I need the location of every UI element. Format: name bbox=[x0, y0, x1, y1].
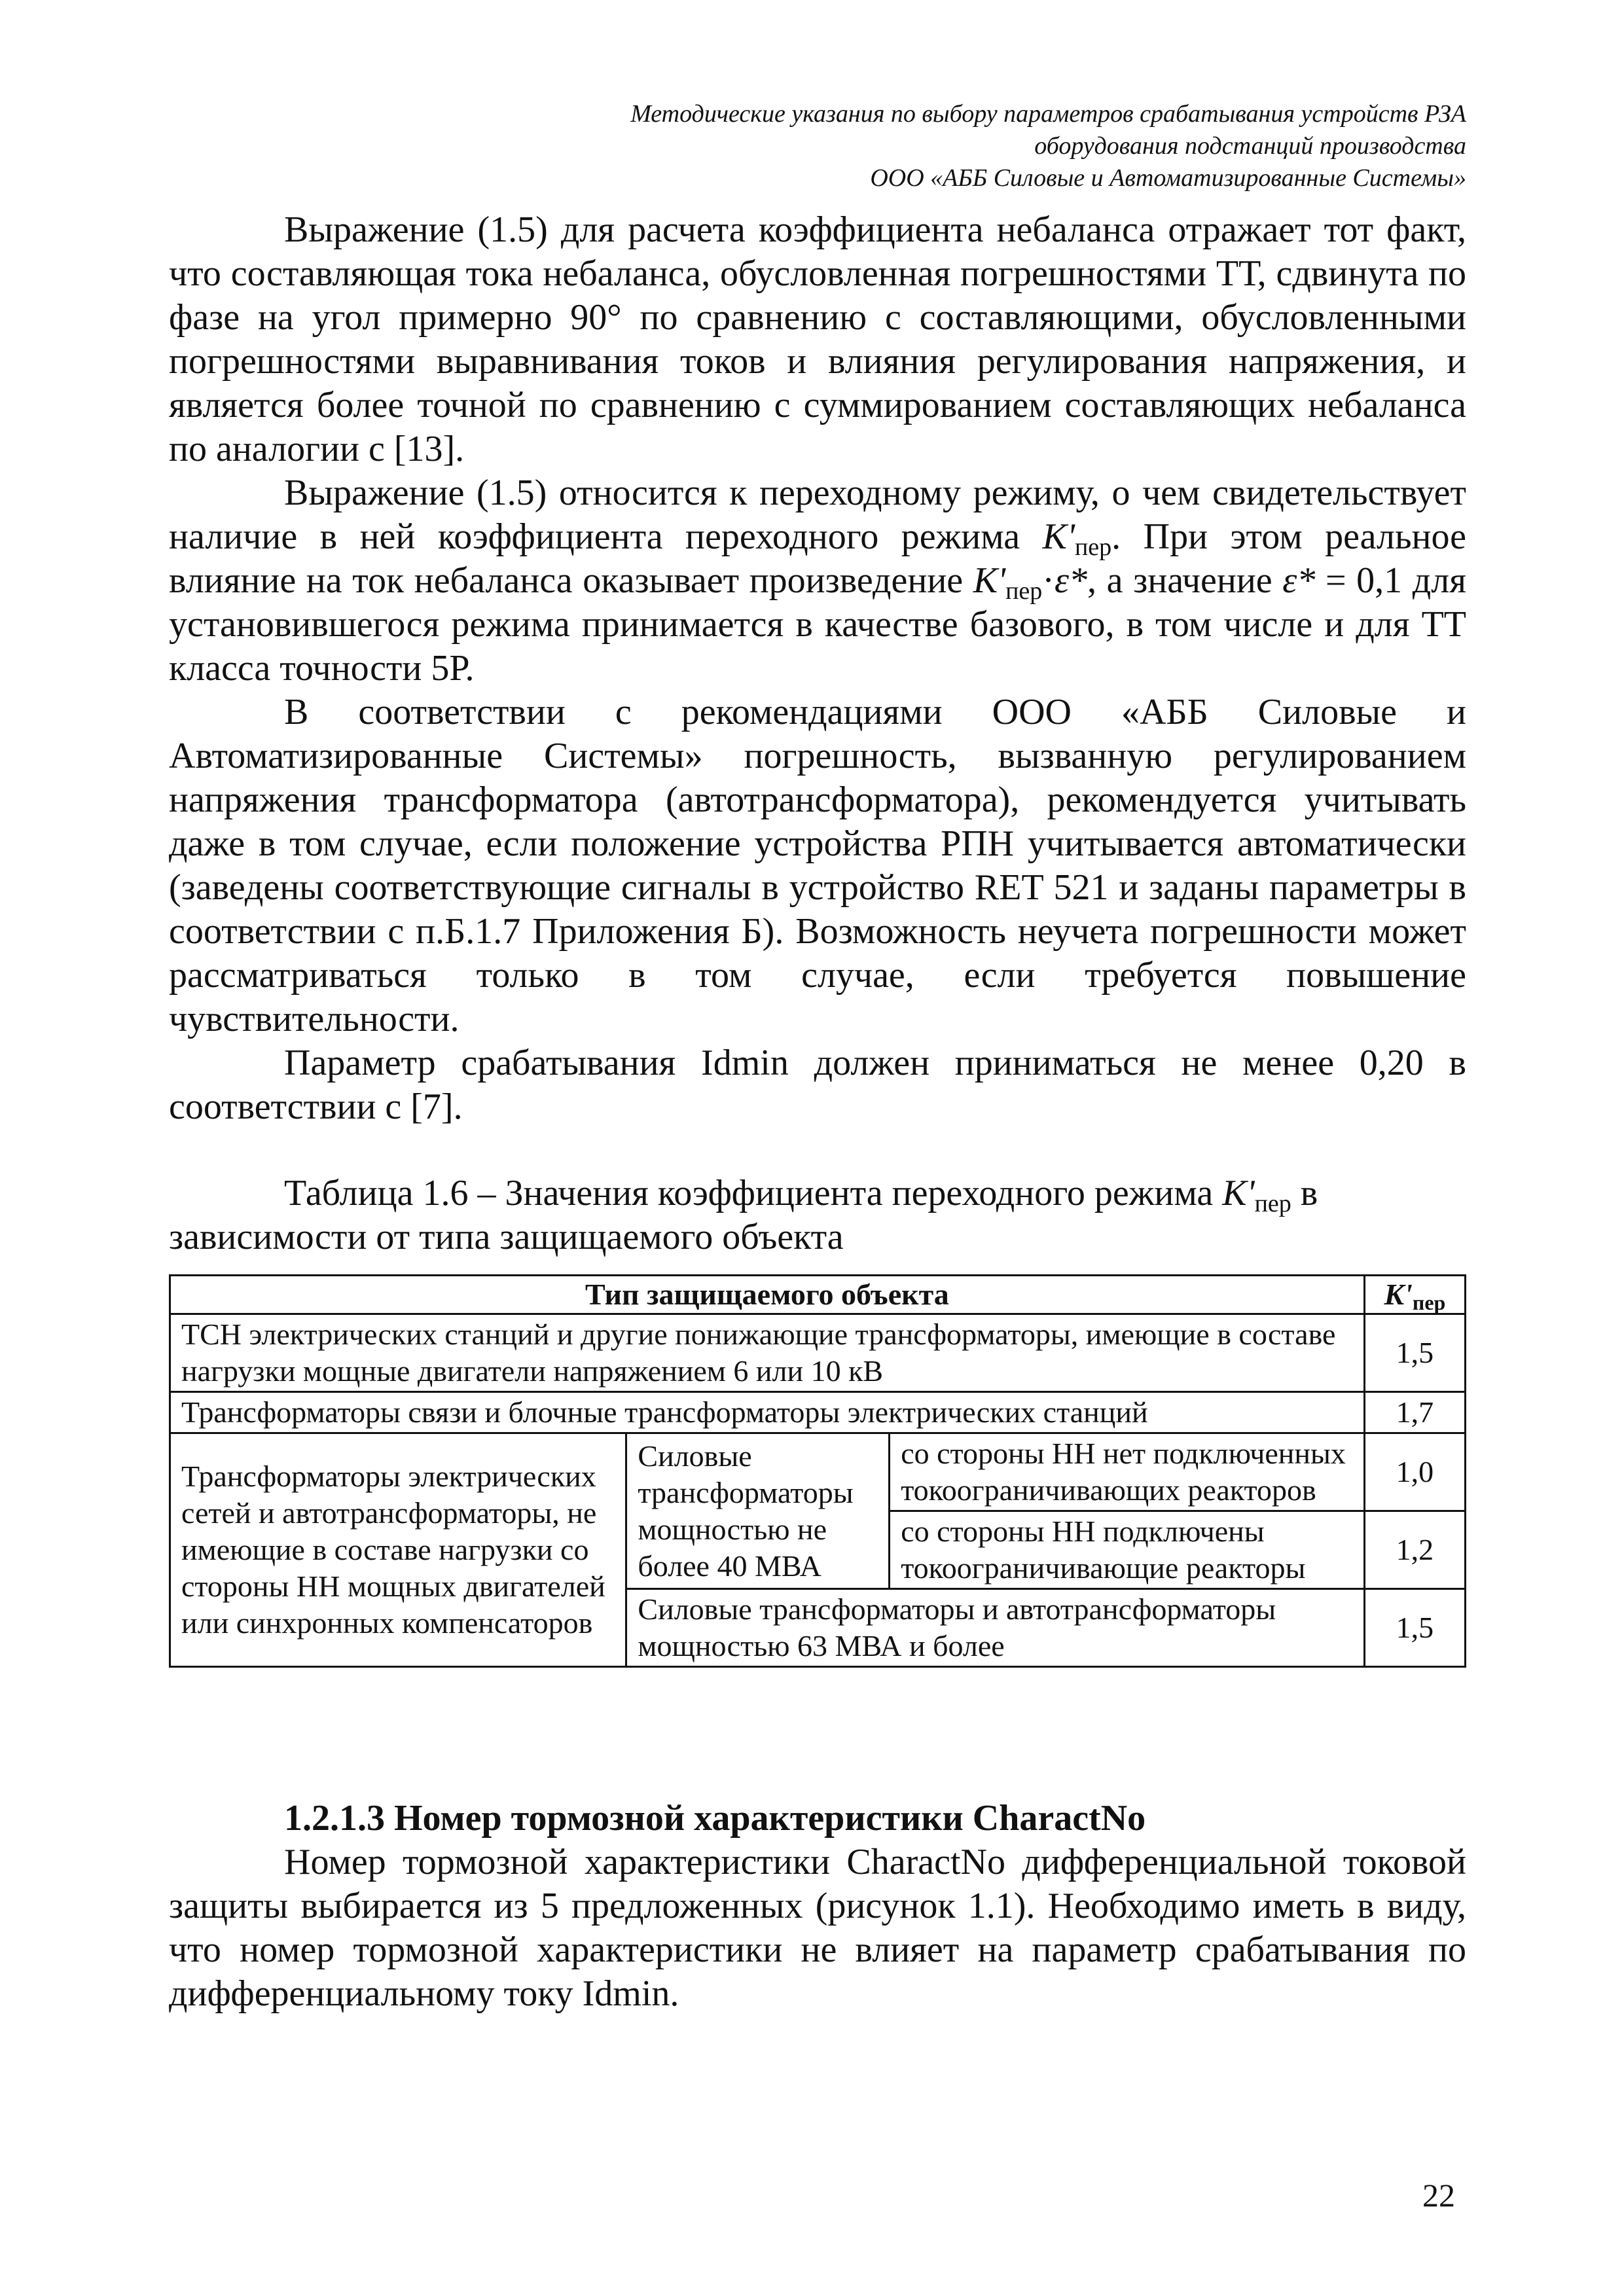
coefficient-table bbox=[169, 1274, 1466, 1668]
section-heading: 1.2.1.3 Номер тормозной характеристики CharactNo bbox=[284, 1798, 1146, 1839]
row-2-value: 1,7 bbox=[1364, 1392, 1465, 1433]
dot-operator: · bbox=[1042, 560, 1055, 601]
k-subscript: пер bbox=[1412, 1291, 1446, 1314]
caption-text-a: Таблица 1.6 – Значения коэффициента переходного режима bbox=[284, 1173, 1223, 1213]
paragraph-2 bbox=[169, 471, 1466, 691]
table-caption bbox=[169, 1172, 1466, 1259]
group-mid-cell: Силовые трансформаторы мощностью не более 40 МВА bbox=[626, 1433, 890, 1589]
paragraph-2-text-d: = 0,1 для установившегося режима принимается в качестве базового, в том числе и для ТТ класса точности 5Р. bbox=[169, 560, 1466, 689]
paragraph-4: Параметр срабатывания Idmin должен приниматься не менее 0,20 в соответствии с [7]. bbox=[169, 1043, 1466, 1127]
epsilon-symbol: ε* bbox=[1054, 560, 1088, 601]
table-row bbox=[170, 1433, 1466, 1511]
table-row bbox=[170, 1392, 1466, 1433]
table-header-row bbox=[170, 1276, 1466, 1314]
k-symbol: K' bbox=[1042, 516, 1075, 557]
k-symbol: K' bbox=[1222, 1173, 1255, 1213]
caption-line-2: зависимости от типа защищаемого объекта bbox=[169, 1217, 844, 1257]
sub-row-2-value: 1,2 bbox=[1364, 1511, 1465, 1589]
column-header-type: Тип защищаемого объекта bbox=[170, 1276, 1365, 1314]
running-header bbox=[458, 98, 1466, 194]
section-1-2-1-3 bbox=[169, 1797, 1466, 2016]
k-subscript: пер bbox=[1005, 577, 1043, 605]
sub-row-3-value: 1,5 bbox=[1364, 1589, 1465, 1667]
header-line-2: оборудования подстанций производства bbox=[1034, 132, 1466, 160]
k-symbol: K' bbox=[973, 560, 1006, 601]
sub-row-2-type: со стороны НН подключены токоограничивающие реакторы bbox=[890, 1511, 1365, 1589]
body-text bbox=[169, 208, 1466, 1129]
row-1-type: ТСН электрических станций и другие понижающие трансформаторы, имеющие в составе нагрузки мощные двигатели напряжением 6 или 10 кВ bbox=[170, 1314, 1365, 1392]
paragraph-2-text-a: Выражение (1.5) относится к переходному режиму, о чем свидетельствует наличие в ней коэффициента переходного режима bbox=[169, 473, 1466, 557]
paragraph-2-text-b: . При этом реальное влияние на ток небаланса оказывает произведение bbox=[169, 516, 1466, 601]
table-row bbox=[170, 1314, 1466, 1392]
caption-text-b: в bbox=[1291, 1173, 1318, 1213]
paragraph-1: Выражение (1.5) для расчета коэффициента небаланса отражает тот факт, что составляющая тока небаланса, обусловленная погрешностями ТТ, сдвинута по фазе на угол примерно 90° по сравнению с составляющими, обусловленными погрешностями выравнивания токов и влияния регулирования напряжения, и является более точной по сравнению с суммированием составляющих небаланса по аналогии с [13]. bbox=[169, 209, 1466, 469]
row-2-type: Трансформаторы связи и блочные трансформаторы электрических станций bbox=[170, 1392, 1365, 1433]
paragraph-3: В соответствии с рекомендациями ООО «АББ Силовые и Автоматизированные Системы» погрешность, вызванную регулированием напряжения трансформатора (автотрансформатора), рекомендуется учитывать даже в том случае, если положение устройства РПН учитывается автоматически (заведены соответствующие сигналы в устройство RET 521 и заданы параметры в соответствии с п.Б.1.7 Приложения Б). Возможность неучета погрешности может рассматриваться только в том случае, если требуется повышение чувствительности. bbox=[169, 692, 1466, 1039]
page-number: 22 bbox=[1422, 2177, 1455, 2214]
k-subscript: пер bbox=[1074, 533, 1112, 561]
sub-row-1-type: со стороны НН нет подключенных токоограничивающих реакторов bbox=[890, 1433, 1365, 1511]
section-paragraph: Номер тормозной характеристики CharactNo дифференциальной токовой защиты выбирается из 5 предложенных (рисунок 1.1). Необходимо иметь в виду, что номер тормозной характеристики не влияет на параметр срабатывания по дифференциальному току Idmin. bbox=[169, 1842, 1466, 2014]
epsilon-symbol: ε* bbox=[1282, 560, 1316, 601]
header-line-1: Методические указания по выбору параметров срабатывания устройств РЗА bbox=[630, 100, 1466, 128]
sub-row-3-type: Силовые трансформаторы и автотрансформаторы мощностью 63 МВА и более bbox=[626, 1589, 1364, 1667]
k-symbol: K' bbox=[1384, 1278, 1413, 1311]
row-1-value: 1,5 bbox=[1364, 1314, 1465, 1392]
column-header-k bbox=[1364, 1276, 1465, 1314]
group-left-cell: Трансформаторы электрических сетей и автотрансформаторы, не имеющие в составе нагрузки со стороны НН мощных двигателей или синхронных компенсаторов bbox=[170, 1433, 626, 1667]
k-subscript: пер bbox=[1254, 1190, 1291, 1217]
header-line-3: ООО «АББ Силовые и Автоматизированные Системы» bbox=[870, 164, 1466, 192]
caption-line-1 bbox=[169, 1172, 1466, 1215]
sub-row-1-value: 1,0 bbox=[1364, 1433, 1465, 1511]
paragraph-2-text-c: , а значение bbox=[1087, 560, 1283, 601]
